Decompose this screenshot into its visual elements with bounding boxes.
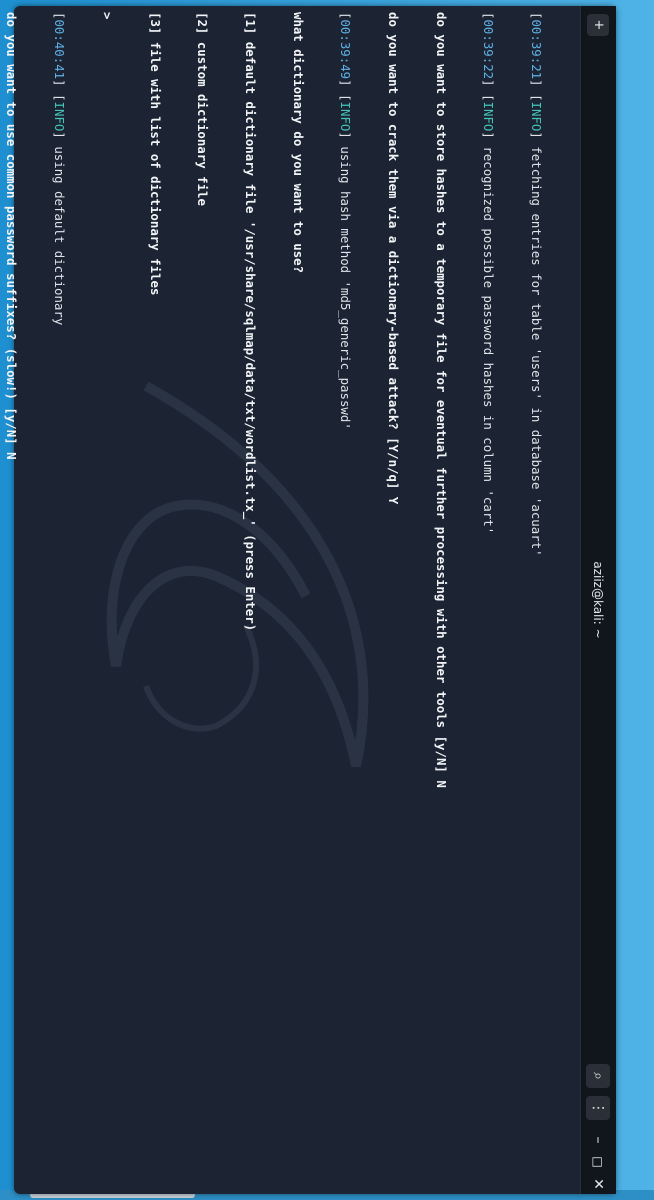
dictionary-option-2: [2] custom dictionary file	[195, 12, 211, 206]
terminal-output[interactable]	[4, 12, 576, 1190]
title-bar[interactable]	[580, 6, 616, 1194]
prompt-line: do you want to store hashes to a temporary file for eventual further processing with other tools [y/N] N	[433, 12, 449, 788]
log-line: [00:39:22] [INFO] recognized possible password hashes in column 'cart'	[481, 12, 497, 535]
window-title: aziiz@kali: ~	[591, 561, 605, 639]
new-tab-icon[interactable]: +	[587, 14, 609, 36]
input-caret: >	[99, 12, 115, 20]
dictionary-question: what dictionary do you want to use?	[290, 12, 306, 274]
timestamp: 00:40:41	[52, 19, 68, 80]
log-message: using default dictionary	[52, 138, 68, 326]
minimize-icon[interactable]: –	[590, 1136, 606, 1144]
log-message: fetching entries for table 'users' in database 'acuart'	[529, 138, 545, 557]
prompt-line: do you want to crack them via a dictionary-based attack? [Y/n/q] Y	[386, 12, 402, 505]
terminal-window[interactable]	[4, 6, 616, 1194]
search-icon[interactable]: ⌕	[586, 1064, 610, 1088]
dictionary-option-1: [1] default dictionary file '/usr/share/sqlmap/data/txt/wordlist.tx_' (press Enter)	[242, 12, 258, 632]
prompt-line: do you want to use common password suffixes? (slow!) [y/N] N	[4, 12, 20, 460]
log-message: using hash method 'md5_generic_passwd'	[338, 138, 354, 430]
log-level: INFO	[52, 101, 68, 132]
dictionary-option-3: [3] file with list of dictionary files	[147, 12, 163, 296]
log-level: INFO	[338, 101, 354, 132]
log-message: recognized possible password hashes in column 'cart'	[481, 138, 497, 535]
log-level: INFO	[529, 101, 545, 132]
log-level: INFO	[481, 101, 497, 132]
maximize-icon[interactable]: □	[591, 1156, 605, 1168]
log-line: [00:39:21] [INFO] fetching entries for table 'users' in database 'acuart'	[529, 12, 545, 557]
log-line: [00:39:49] [INFO] using hash method 'md5_generic_passwd'	[338, 12, 354, 430]
menu-icon[interactable]: ⋮	[586, 1096, 610, 1120]
timestamp: 00:39:49	[338, 19, 354, 80]
timestamp: 00:39:22	[481, 19, 497, 80]
timestamp: 00:39:21	[529, 19, 545, 80]
log-line: [00:40:41] [INFO] using default dictionary	[52, 12, 68, 326]
close-icon[interactable]: ✕	[590, 1178, 606, 1190]
